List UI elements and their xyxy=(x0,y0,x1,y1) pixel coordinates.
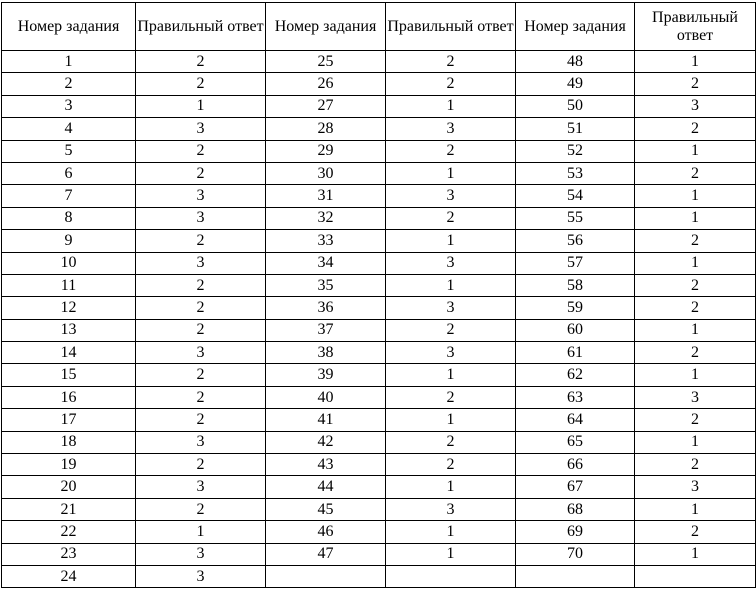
table-row xyxy=(2,51,756,73)
table-row xyxy=(2,73,756,95)
header-task-number-3: Номер задания xyxy=(516,3,635,51)
cell-task-number-1: 11 xyxy=(2,274,136,296)
cell-task-number-1: 1 xyxy=(2,51,136,73)
cell-correct-answer-2: 2 xyxy=(386,51,516,73)
cell-correct-answer-1: 2 xyxy=(136,386,266,408)
cell-correct-answer-3: 2 xyxy=(635,521,756,543)
table-row xyxy=(2,274,756,296)
cell-correct-answer-1: 2 xyxy=(136,51,266,73)
cell-task-number-2: 45 xyxy=(266,498,386,520)
cell-correct-answer-2 xyxy=(386,565,516,587)
cell-correct-answer-3: 1 xyxy=(635,498,756,520)
cell-task-number-1: 14 xyxy=(2,342,136,364)
table-row xyxy=(2,476,756,498)
cell-task-number-2: 36 xyxy=(266,297,386,319)
cell-correct-answer-1: 2 xyxy=(136,319,266,341)
cell-correct-answer-2: 2 xyxy=(386,454,516,476)
cell-task-number-1: 20 xyxy=(2,476,136,498)
cell-correct-answer-3: 3 xyxy=(635,95,756,117)
table-row xyxy=(2,118,756,140)
cell-correct-answer-1: 2 xyxy=(136,162,266,184)
cell-task-number-3: 51 xyxy=(516,118,635,140)
cell-correct-answer-1: 1 xyxy=(136,95,266,117)
cell-correct-answer-1: 3 xyxy=(136,207,266,229)
cell-correct-answer-1: 2 xyxy=(136,297,266,319)
cell-task-number-2: 29 xyxy=(266,140,386,162)
header-correct-answer-1: Правильный ответ xyxy=(136,3,266,51)
cell-task-number-2: 43 xyxy=(266,454,386,476)
cell-task-number-1: 21 xyxy=(2,498,136,520)
cell-correct-answer-3: 3 xyxy=(635,476,756,498)
cell-task-number-1: 12 xyxy=(2,297,136,319)
cell-task-number-2: 26 xyxy=(266,73,386,95)
table-row xyxy=(2,252,756,274)
table-body xyxy=(2,51,756,588)
cell-task-number-2: 42 xyxy=(266,431,386,453)
cell-task-number-2: 46 xyxy=(266,521,386,543)
cell-correct-answer-1: 3 xyxy=(136,476,266,498)
cell-correct-answer-3: 2 xyxy=(635,297,756,319)
cell-task-number-1: 2 xyxy=(2,73,136,95)
cell-task-number-3: 53 xyxy=(516,162,635,184)
cell-task-number-3: 64 xyxy=(516,409,635,431)
cell-task-number-2: 38 xyxy=(266,342,386,364)
cell-correct-answer-2: 1 xyxy=(386,364,516,386)
cell-correct-answer-2: 3 xyxy=(386,342,516,364)
cell-task-number-3: 52 xyxy=(516,140,635,162)
cell-correct-answer-1: 2 xyxy=(136,364,266,386)
cell-task-number-2: 30 xyxy=(266,162,386,184)
cell-task-number-2: 40 xyxy=(266,386,386,408)
table-row xyxy=(2,498,756,520)
cell-correct-answer-3: 1 xyxy=(635,140,756,162)
cell-task-number-2: 33 xyxy=(266,230,386,252)
table-row xyxy=(2,454,756,476)
cell-task-number-2 xyxy=(266,565,386,587)
cell-correct-answer-2: 1 xyxy=(386,162,516,184)
cell-task-number-3: 58 xyxy=(516,274,635,296)
cell-task-number-1: 24 xyxy=(2,565,136,587)
cell-task-number-1: 5 xyxy=(2,140,136,162)
cell-task-number-2: 37 xyxy=(266,319,386,341)
table-row xyxy=(2,521,756,543)
header-row xyxy=(2,3,756,51)
cell-task-number-2: 44 xyxy=(266,476,386,498)
cell-correct-answer-3: 1 xyxy=(635,51,756,73)
cell-correct-answer-3: 1 xyxy=(635,431,756,453)
cell-correct-answer-2: 2 xyxy=(386,140,516,162)
cell-correct-answer-1: 3 xyxy=(136,431,266,453)
cell-correct-answer-2: 2 xyxy=(386,73,516,95)
cell-task-number-1: 19 xyxy=(2,454,136,476)
cell-correct-answer-3: 2 xyxy=(635,274,756,296)
cell-task-number-1: 4 xyxy=(2,118,136,140)
cell-correct-answer-1: 3 xyxy=(136,342,266,364)
table-row xyxy=(2,95,756,117)
cell-task-number-3: 65 xyxy=(516,431,635,453)
cell-task-number-3: 68 xyxy=(516,498,635,520)
cell-task-number-2: 39 xyxy=(266,364,386,386)
cell-task-number-3: 67 xyxy=(516,476,635,498)
cell-correct-answer-3: 1 xyxy=(635,252,756,274)
cell-task-number-1: 17 xyxy=(2,409,136,431)
cell-correct-answer-2: 1 xyxy=(386,476,516,498)
cell-correct-answer-1: 3 xyxy=(136,543,266,565)
cell-correct-answer-3: 1 xyxy=(635,319,756,341)
cell-correct-answer-1: 2 xyxy=(136,498,266,520)
cell-correct-answer-3: 3 xyxy=(635,386,756,408)
cell-task-number-1: 22 xyxy=(2,521,136,543)
cell-correct-answer-2: 3 xyxy=(386,252,516,274)
cell-correct-answer-2: 2 xyxy=(386,319,516,341)
cell-correct-answer-1: 2 xyxy=(136,230,266,252)
table-row xyxy=(2,386,756,408)
table-row xyxy=(2,319,756,341)
cell-task-number-3: 69 xyxy=(516,521,635,543)
table-row xyxy=(2,543,756,565)
cell-task-number-3: 48 xyxy=(516,51,635,73)
cell-task-number-2: 47 xyxy=(266,543,386,565)
cell-correct-answer-2: 2 xyxy=(386,386,516,408)
table-row xyxy=(2,140,756,162)
cell-task-number-3: 62 xyxy=(516,364,635,386)
cell-correct-answer-3: 2 xyxy=(635,342,756,364)
cell-correct-answer-2: 1 xyxy=(386,521,516,543)
cell-task-number-1: 15 xyxy=(2,364,136,386)
cell-correct-answer-2: 3 xyxy=(386,185,516,207)
cell-task-number-3: 70 xyxy=(516,543,635,565)
table-row xyxy=(2,185,756,207)
header-correct-answer-3: Правильный ответ xyxy=(635,3,756,51)
cell-correct-answer-2: 3 xyxy=(386,297,516,319)
cell-correct-answer-3: 1 xyxy=(635,207,756,229)
cell-task-number-3: 50 xyxy=(516,95,635,117)
cell-correct-answer-1: 3 xyxy=(136,118,266,140)
table-row xyxy=(2,207,756,229)
cell-correct-answer-1: 3 xyxy=(136,252,266,274)
cell-task-number-1: 7 xyxy=(2,185,136,207)
cell-correct-answer-2: 1 xyxy=(386,274,516,296)
cell-task-number-2: 34 xyxy=(266,252,386,274)
cell-task-number-3: 57 xyxy=(516,252,635,274)
cell-task-number-2: 28 xyxy=(266,118,386,140)
cell-correct-answer-1: 1 xyxy=(136,521,266,543)
cell-task-number-3: 61 xyxy=(516,342,635,364)
cell-task-number-2: 35 xyxy=(266,274,386,296)
cell-correct-answer-1: 3 xyxy=(136,565,266,587)
cell-correct-answer-3: 2 xyxy=(635,454,756,476)
cell-task-number-2: 41 xyxy=(266,409,386,431)
cell-task-number-1: 18 xyxy=(2,431,136,453)
cell-correct-answer-2: 1 xyxy=(386,409,516,431)
answers-table xyxy=(1,2,756,588)
cell-task-number-2: 27 xyxy=(266,95,386,117)
table-row xyxy=(2,364,756,386)
cell-correct-answer-2: 1 xyxy=(386,95,516,117)
cell-task-number-1: 6 xyxy=(2,162,136,184)
cell-task-number-3 xyxy=(516,565,635,587)
cell-task-number-3: 56 xyxy=(516,230,635,252)
cell-task-number-1: 13 xyxy=(2,319,136,341)
header-task-number-2: Номер задания xyxy=(266,3,386,51)
cell-task-number-1: 3 xyxy=(2,95,136,117)
cell-task-number-3: 55 xyxy=(516,207,635,229)
cell-task-number-3: 49 xyxy=(516,73,635,95)
cell-task-number-3: 60 xyxy=(516,319,635,341)
cell-correct-answer-2: 2 xyxy=(386,431,516,453)
cell-task-number-1: 23 xyxy=(2,543,136,565)
cell-task-number-1: 9 xyxy=(2,230,136,252)
cell-correct-answer-3: 2 xyxy=(635,118,756,140)
cell-correct-answer-3: 1 xyxy=(635,364,756,386)
cell-correct-answer-3: 2 xyxy=(635,162,756,184)
table-row xyxy=(2,409,756,431)
cell-correct-answer-3: 2 xyxy=(635,409,756,431)
cell-correct-answer-1: 3 xyxy=(136,185,266,207)
table-row xyxy=(2,162,756,184)
cell-task-number-3: 59 xyxy=(516,297,635,319)
cell-task-number-2: 31 xyxy=(266,185,386,207)
cell-correct-answer-1: 2 xyxy=(136,73,266,95)
cell-correct-answer-1: 2 xyxy=(136,140,266,162)
cell-correct-answer-3: 2 xyxy=(635,230,756,252)
cell-task-number-2: 32 xyxy=(266,207,386,229)
table-row xyxy=(2,431,756,453)
cell-correct-answer-3 xyxy=(635,565,756,587)
cell-correct-answer-2: 3 xyxy=(386,118,516,140)
cell-task-number-1: 10 xyxy=(2,252,136,274)
cell-task-number-1: 16 xyxy=(2,386,136,408)
cell-correct-answer-3: 1 xyxy=(635,543,756,565)
cell-correct-answer-2: 1 xyxy=(386,543,516,565)
cell-correct-answer-2: 3 xyxy=(386,498,516,520)
cell-task-number-3: 66 xyxy=(516,454,635,476)
cell-task-number-2: 25 xyxy=(266,51,386,73)
table-row xyxy=(2,297,756,319)
cell-correct-answer-3: 2 xyxy=(635,73,756,95)
cell-correct-answer-2: 2 xyxy=(386,207,516,229)
table-row xyxy=(2,565,756,587)
cell-correct-answer-1: 2 xyxy=(136,454,266,476)
cell-task-number-3: 63 xyxy=(516,386,635,408)
table-row xyxy=(2,342,756,364)
table-row xyxy=(2,230,756,252)
header-task-number-1: Номер задания xyxy=(2,3,136,51)
cell-correct-answer-2: 1 xyxy=(386,230,516,252)
cell-correct-answer-1: 2 xyxy=(136,274,266,296)
header-correct-answer-2: Правильный ответ xyxy=(386,3,516,51)
cell-task-number-3: 54 xyxy=(516,185,635,207)
cell-correct-answer-1: 2 xyxy=(136,409,266,431)
cell-correct-answer-3: 1 xyxy=(635,185,756,207)
cell-task-number-1: 8 xyxy=(2,207,136,229)
